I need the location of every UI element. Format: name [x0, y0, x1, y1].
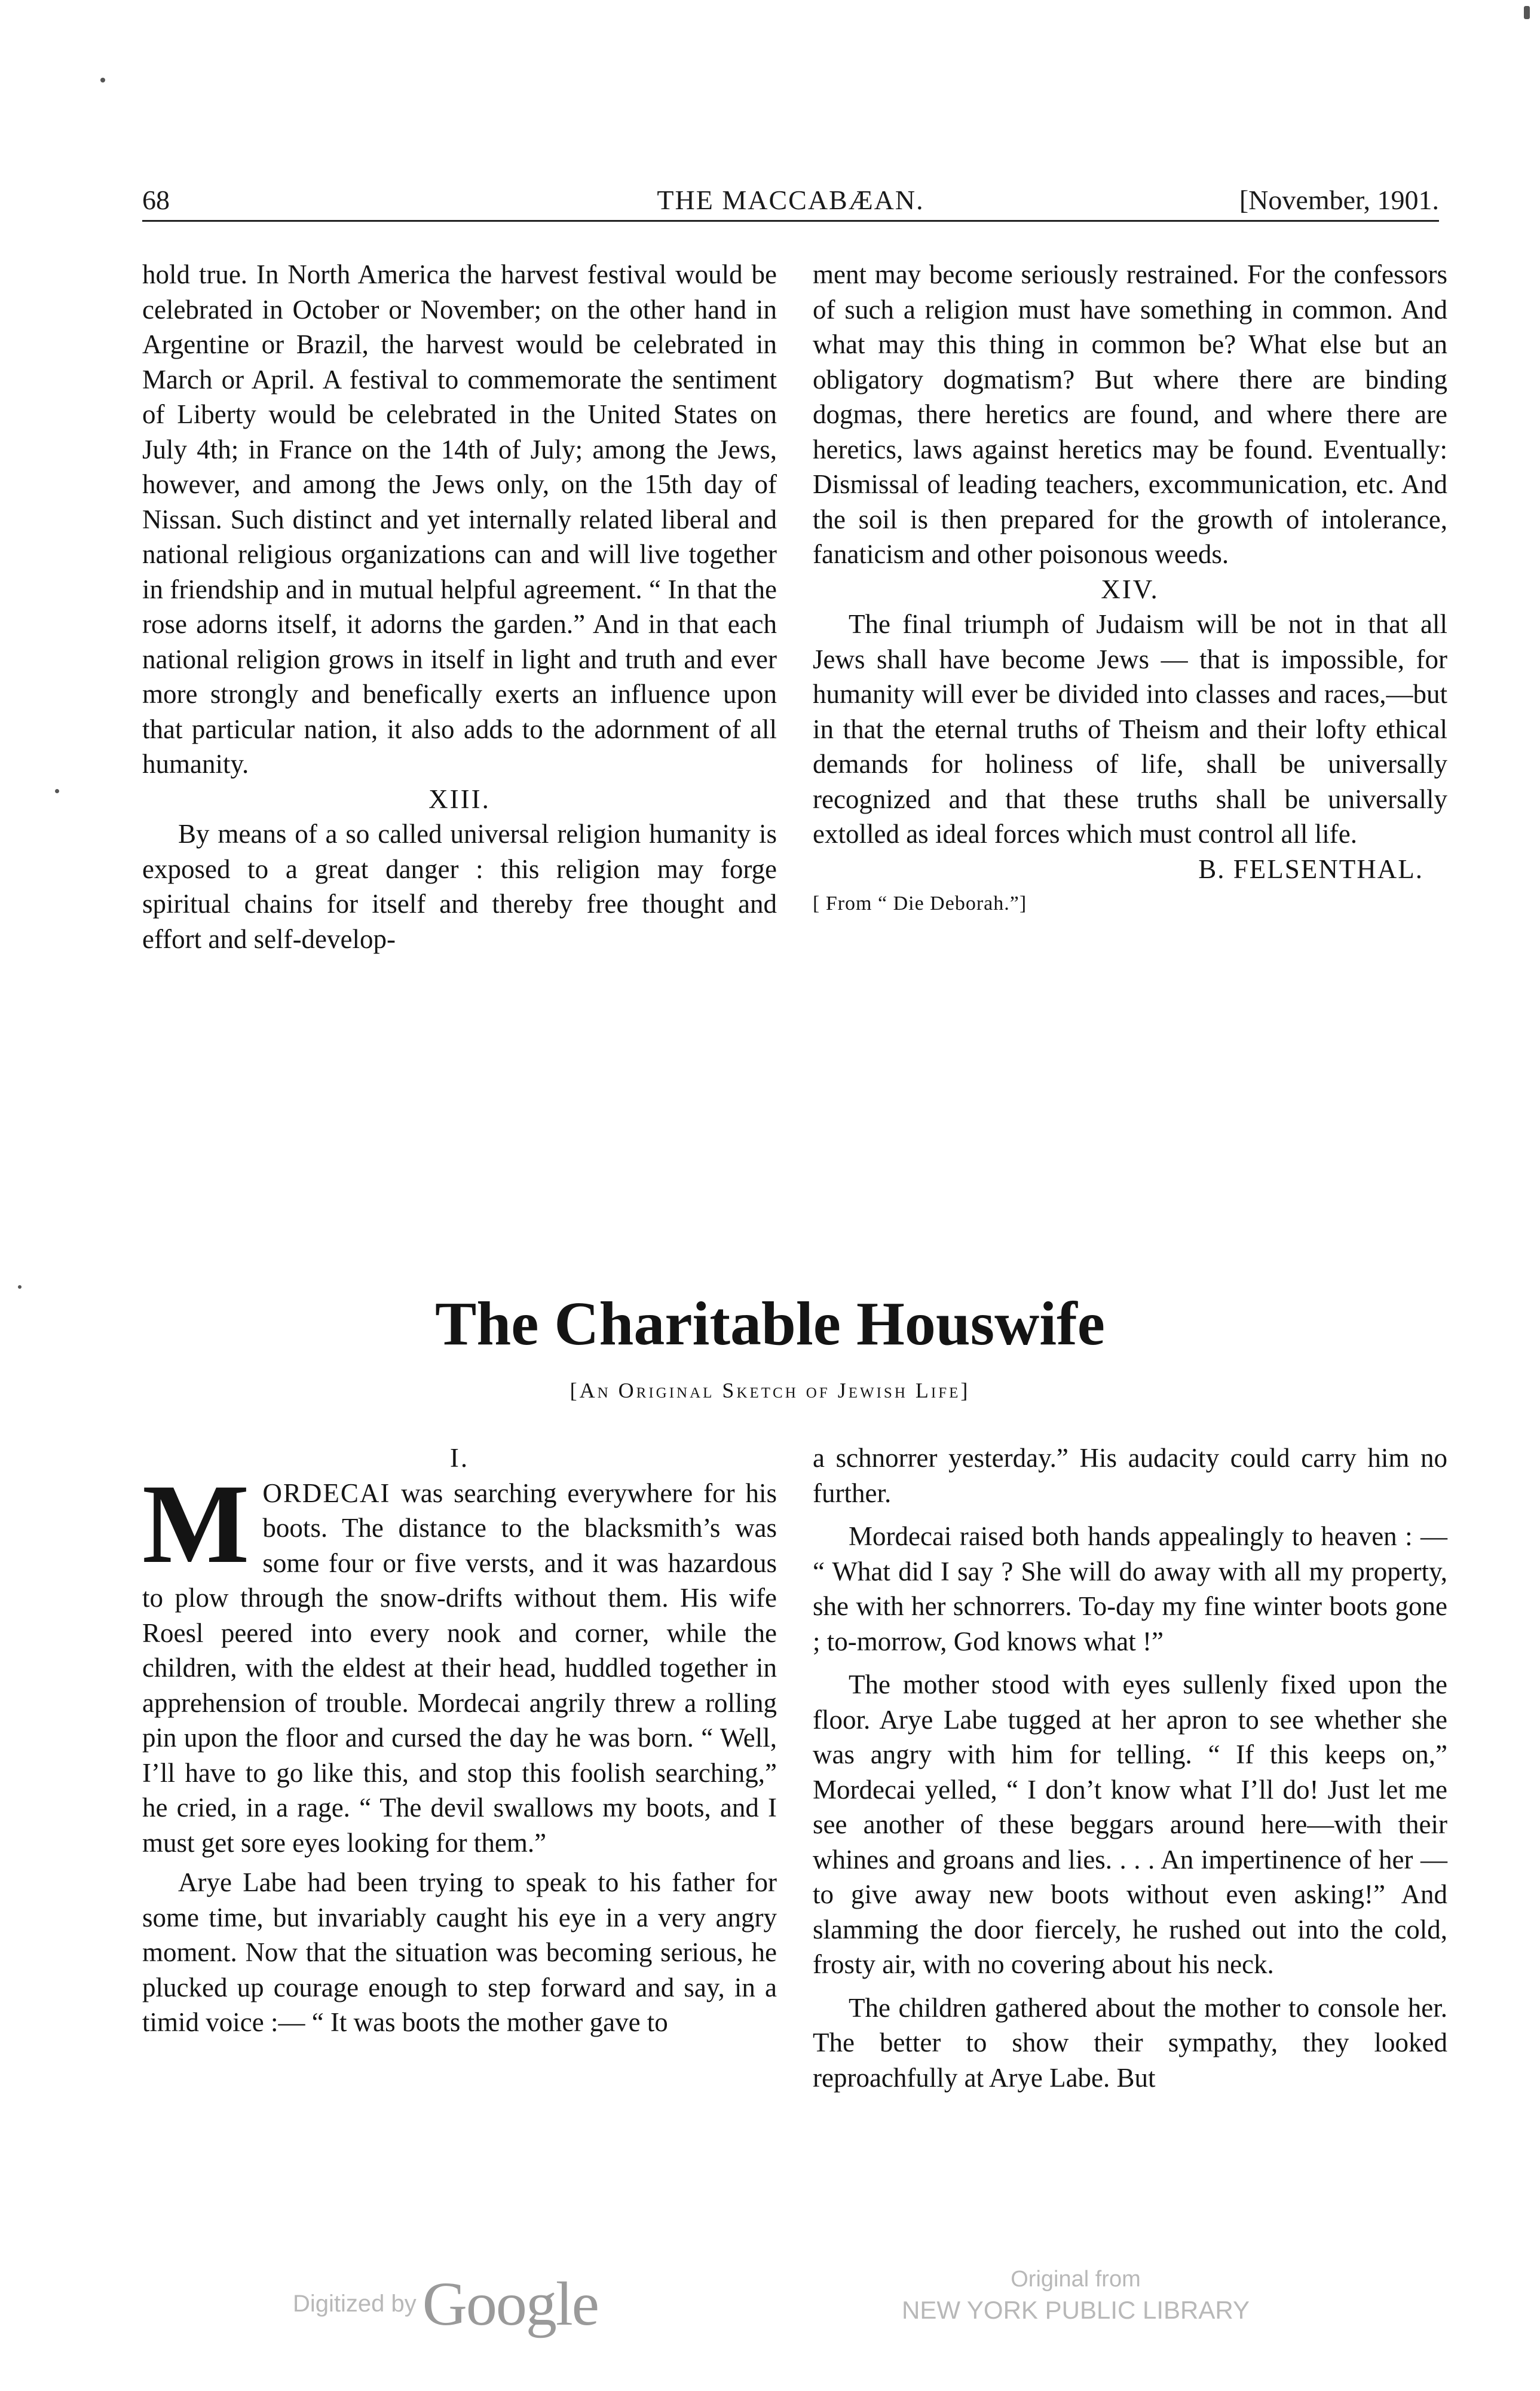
article-subtitle: [An Original Sketch of Jewish Life] — [570, 1378, 970, 1402]
scan-speck — [100, 78, 105, 82]
digitized-by-text: Digitized by — [293, 2291, 417, 2317]
paragraph: hold true. In North America the harvest festival would be celebrated in October or November; on the other hand in Argentine or Brazil, the harvest would be celebrated in March or April. A festival to commemorate the sentiment of Liberty would be celebrated in the United States on July 4th; in France on the 14th of July; among the Jews, however, and among the Jews only, on the 15th day of Nissan. Such distinct and yet internally related liberal and national religious organizations can and will live together in friendship and in mutual helpful agreement. “ In that the rose adorns itself, it adorns the garden.” And in that each national religion grows in itself in light and truth and ever more strongly and benefically exerts an influence upon that particular nation, it also adds to the adornment of all humanity. — [142, 259, 777, 779]
paragraph: Mordecai raised both hands appealingly to heaven : — “ What did I say ? She will do away with all my property, she with her schnorrers. To-day my fine winter boots gone ; to-morrow, God knows what !” — [813, 1521, 1447, 1656]
section-heading-xiii: XIII. — [428, 784, 491, 814]
original-from-text: Original from — [1011, 2267, 1141, 2292]
paragraph: The mother stood with eyes sullenly fixed upon the floor. Arye Labe tugged at her apron to see whether she was angry with him for telling. “ If this keeps on,” Mordecai yelled, “ I don’t know what I’ll do! Just let me see another of these beggars around here—with their whines and groans and lies. . . . An impertinence of her — to give away new boots without even asking!” And slamming the door fiercely, he rushed out into the cold, frosty air, with no covering about his neck. — [813, 1670, 1447, 1979]
running-header — [142, 179, 1439, 227]
scan-speck — [18, 1285, 22, 1289]
journal-title: THE MACCABÆAN. — [657, 185, 924, 215]
google-logo: Google — [422, 2270, 598, 2338]
opening-text: was searching everywhere for his boots. The distance to the blacksmith’s was some four or five versts, and it was hazardous to plow through the snow-drifts without them. His wife Roesl peered into every nook and corner, while the children, with the eldest at their head, huddled together in apprehension of trouble. Mordecai angrily threw a rolling pin upon the floor and cursed the day he was born. “ Well, I’ll have to go like this, and stop this foolish searching,” he cried, in a rage. “ The devil swallows my boots, and I must get sore eyes looking for them.” — [142, 1478, 777, 1858]
scan-speck — [55, 789, 59, 793]
page-number: 68 — [142, 185, 170, 215]
section-heading-i: I. — [449, 1443, 470, 1473]
digitized-by-watermark — [293, 2268, 598, 2340]
paragraph: Arye Labe had been trying to speak to his father for some time, but invariably caught his eye in a very angry moment. Now that the situation was becoming serious, he plucked up courage enough to step forward and say, in a timid voice :— “ It was boots the mother gave to — [142, 1867, 777, 2037]
header-rule — [142, 220, 1439, 222]
opening-word: ORDECAI — [262, 1478, 391, 1508]
paragraph: The final triumph of Judaism will be not in that all Jews shall have become Jews — that is impossible, for humanity will ever be divided into classes and races,—but in that the eternal truths of Theism and their lofty ethical demands for holiness of life, shall be universally recognized and that these truths shall be universally extolled as ideal forces which must control all life. — [813, 609, 1447, 849]
article-right-column — [813, 1441, 1447, 2095]
scan-speck — [1524, 6, 1530, 19]
author-signature: B. FELSENTHAL. — [1198, 854, 1423, 884]
library-watermark — [861, 2264, 1291, 2326]
top-right-column — [813, 257, 1447, 922]
drop-cap: M — [142, 1461, 250, 1587]
source-note: [ From “ Die Deborah.”] — [813, 892, 1027, 915]
section-heading-xiv: XIV. — [1101, 574, 1159, 604]
paragraph: ment may become seriously restrained. For the confessors of such a religion must have something in common. And what may this thing in common be? What else but an obligatory dogmatism? But where there are binding dogmas, there heretics are found, and where there are heretics, laws against heretics may be found. Eventually: Dismissal of leading teachers, excommunication, etc. And the soil is then prepared for the growth of intolerance, fanaticism and other poisonous weeds. — [813, 259, 1447, 569]
paragraph: By means of a so called universal religion humanity is exposed to a great danger : this religion may forge spiritual chains for itself and thereby free thought and effort and self-develop- — [142, 819, 777, 954]
article-title: The Charitable Houswife — [435, 1289, 1105, 1358]
issue-date: [November, 1901. — [1239, 185, 1439, 215]
library-name: NEW YORK PUBLIC LIBRARY — [902, 2296, 1250, 2324]
paragraph: The children gathered about the mother to console her. The better to show their sympathy, they looked reproachfully at Arye Labe. But — [813, 1992, 1447, 2093]
opening-paragraph — [142, 1461, 777, 1861]
article-left-column — [142, 1441, 777, 2040]
top-left-column — [142, 257, 777, 956]
paragraph: a schnorrer yesterday.” His audacity could carry him no further. — [813, 1443, 1447, 1508]
